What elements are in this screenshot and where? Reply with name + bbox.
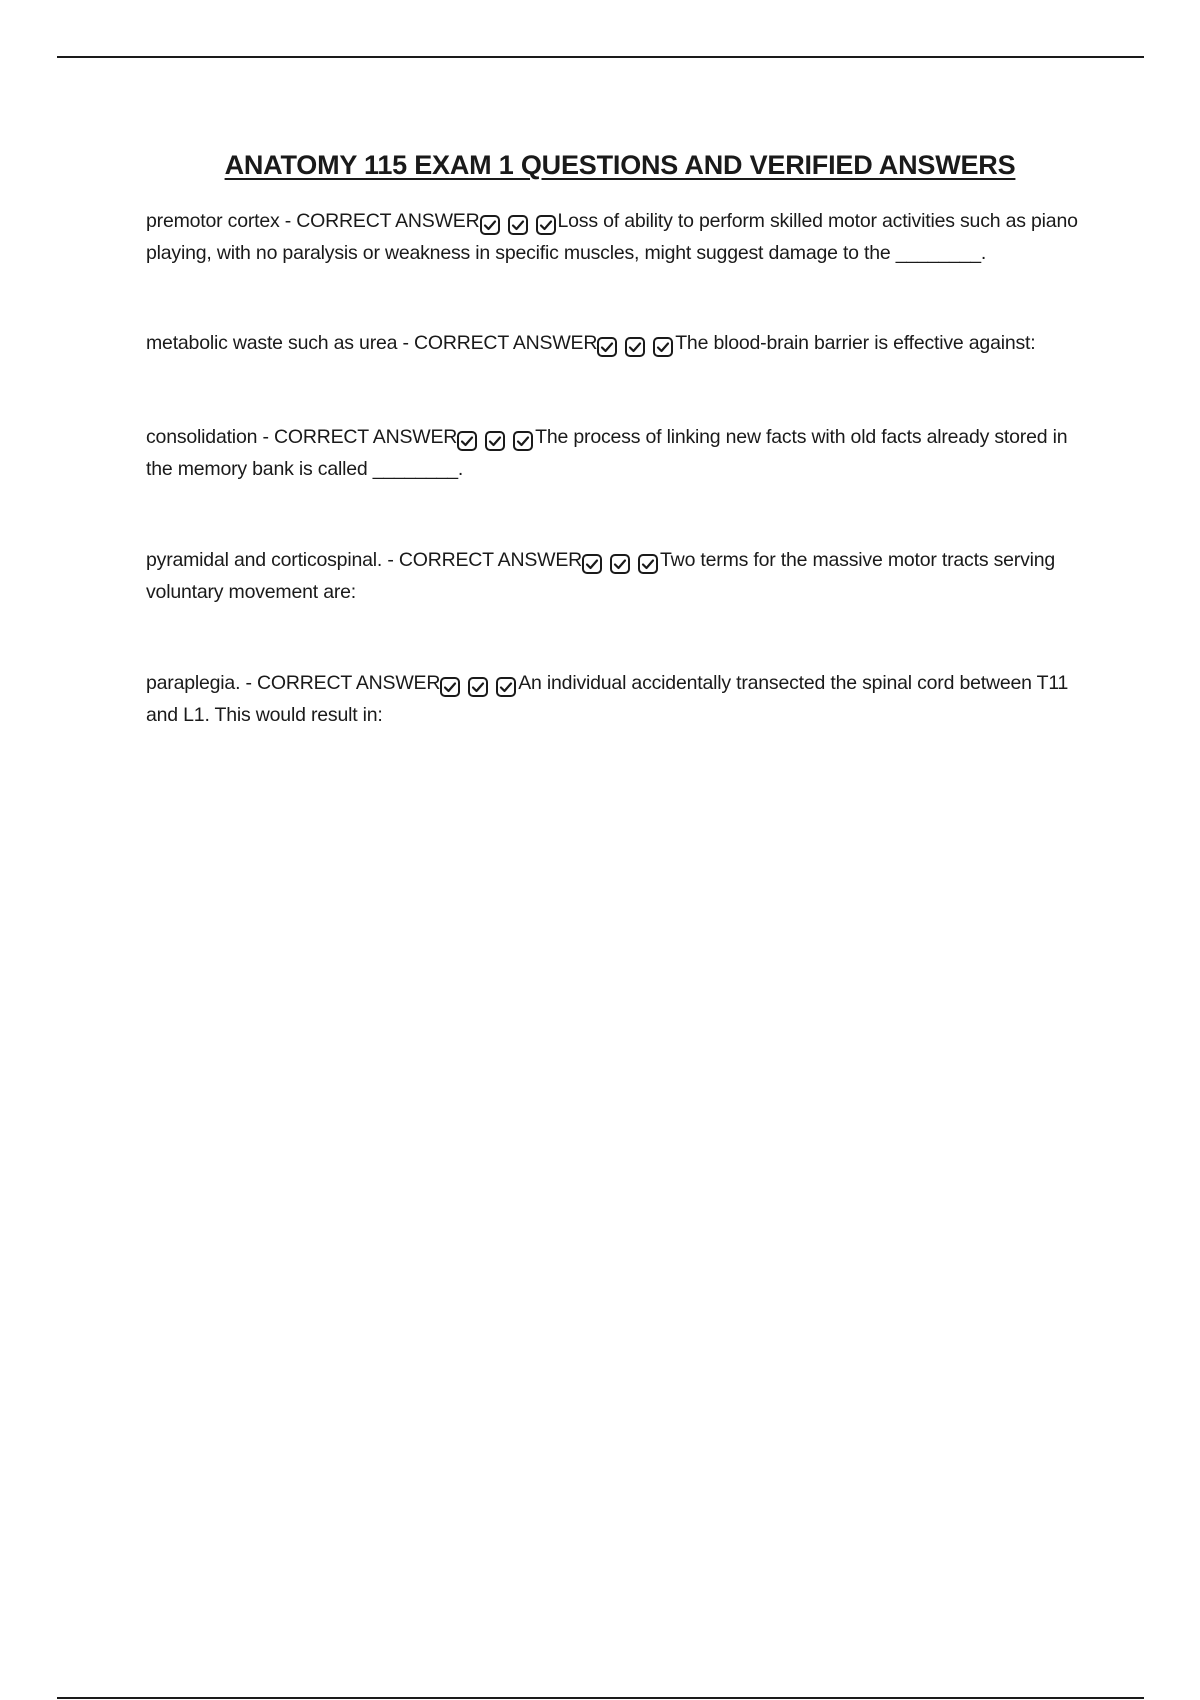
check-marks <box>440 672 518 701</box>
separator: - <box>279 210 297 232</box>
checkbox-checked-icon <box>513 431 533 451</box>
checkbox-checked-icon <box>496 677 516 697</box>
separator: - <box>382 549 399 571</box>
checkbox-checked-icon <box>536 215 556 235</box>
checkbox-checked-icon <box>485 431 505 451</box>
question-text: The blood-brain barrier is effective against: <box>675 332 1036 354</box>
separator: - <box>397 332 415 354</box>
qa-item <box>146 669 1094 730</box>
checkbox-checked-icon <box>638 554 658 574</box>
checkbox-checked-icon <box>468 677 488 697</box>
separator: - <box>257 426 274 448</box>
checkbox-checked-icon <box>480 215 500 235</box>
qa-item <box>146 207 1094 268</box>
bottom-rule <box>57 1697 1144 1699</box>
checkbox-checked-icon <box>597 337 617 357</box>
question-text: The process of linking new facts with old facts already stored in the memory bank is called ________. <box>146 426 1068 480</box>
checkbox-checked-icon <box>610 554 630 574</box>
question-text: An individual accidentally transected the spinal cord between T11 and L1. This would result in: <box>146 672 1069 726</box>
qa-item <box>146 546 1094 607</box>
correct-answer-label: CORRECT ANSWER <box>398 549 583 571</box>
correct-answer-label: CORRECT ANSWER <box>296 210 480 232</box>
checkbox-checked-icon <box>457 431 477 451</box>
document-title: ANATOMY 115 EXAM 1 QUESTIONS AND VERIFIED ANSWERS <box>224 150 1016 180</box>
check-marks <box>457 426 535 455</box>
qa-item <box>146 423 1094 484</box>
answer-text: consolidation <box>146 426 258 448</box>
correct-answer-label: CORRECT ANSWER <box>257 672 441 694</box>
checkbox-checked-icon <box>653 337 673 357</box>
answer-text: paraplegia. <box>146 672 241 694</box>
checkbox-checked-icon <box>625 337 645 357</box>
question-text: Two terms for the massive motor tracts serving voluntary movement are: <box>146 549 1056 603</box>
answer-text: premotor cortex <box>146 210 280 232</box>
answer-text: pyramidal and corticospinal. <box>146 549 383 571</box>
checkbox-checked-icon <box>508 215 528 235</box>
checkbox-checked-icon <box>440 677 460 697</box>
answer-text: metabolic waste such as urea <box>146 332 398 354</box>
question-text: Loss of ability to perform skilled motor activities such as piano playing, with no paralysis or weakness in specific muscles, might suggest damage to the ________. <box>146 210 1078 264</box>
separator: - <box>240 672 258 694</box>
correct-answer-label: CORRECT ANSWER <box>273 426 458 448</box>
qa-item <box>146 329 1094 361</box>
check-marks <box>597 332 675 361</box>
check-marks <box>480 210 558 239</box>
correct-answer-label: CORRECT ANSWER <box>414 332 598 354</box>
checkbox-checked-icon <box>582 554 602 574</box>
check-marks <box>582 549 660 578</box>
top-rule <box>57 56 1144 58</box>
